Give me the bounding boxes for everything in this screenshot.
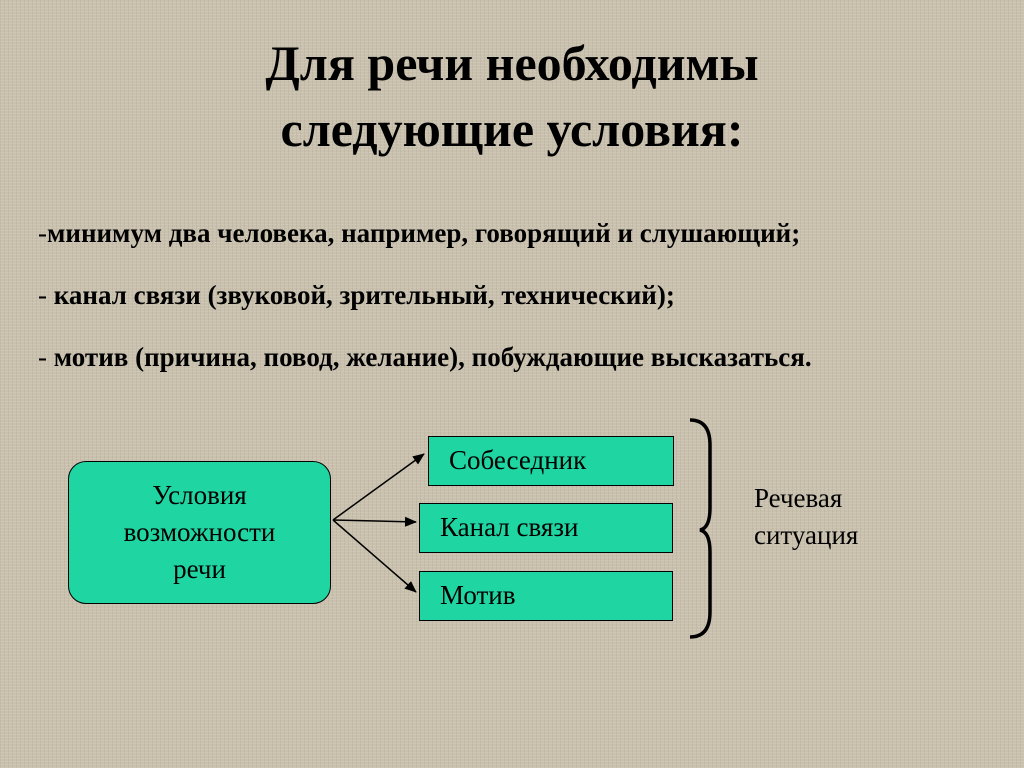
bullet-text: минимум два человека, например, говорящий и слушающий; bbox=[47, 218, 801, 248]
title-line-2: следующие условия: bbox=[280, 101, 744, 157]
bullet-text: мотив (причина, повод, желание), побуждающие высказаться. bbox=[53, 342, 812, 372]
component-box-motiv: Мотив bbox=[419, 571, 673, 621]
bullet-dash: - bbox=[38, 342, 54, 372]
arrow-to-kanal bbox=[333, 520, 416, 522]
arrow-to-motiv bbox=[333, 520, 416, 592]
main-box-line-3: речи bbox=[173, 554, 226, 584]
bullet-dash: - bbox=[38, 218, 47, 248]
speech-situation-line-1: Речевая bbox=[754, 483, 843, 513]
speech-conditions-box bbox=[68, 461, 331, 604]
bullet-text: канал связи (звуковой, зрительный, технический); bbox=[53, 280, 675, 310]
main-box-line-2: возможности bbox=[123, 517, 276, 547]
title-line-1: Для речи необходимы bbox=[265, 35, 759, 91]
component-box-sobesednik: Собеседник bbox=[428, 436, 674, 486]
speech-situation-line-2: ситуация bbox=[754, 520, 859, 550]
component-box-kanal: Канал связи bbox=[419, 503, 673, 553]
speech-situation-label bbox=[754, 480, 858, 554]
bullet-dash: - bbox=[38, 280, 54, 310]
arrow-to-sobesednik bbox=[333, 454, 424, 520]
right-brace-icon bbox=[690, 420, 710, 637]
main-box-line-1: Условия bbox=[152, 480, 247, 510]
